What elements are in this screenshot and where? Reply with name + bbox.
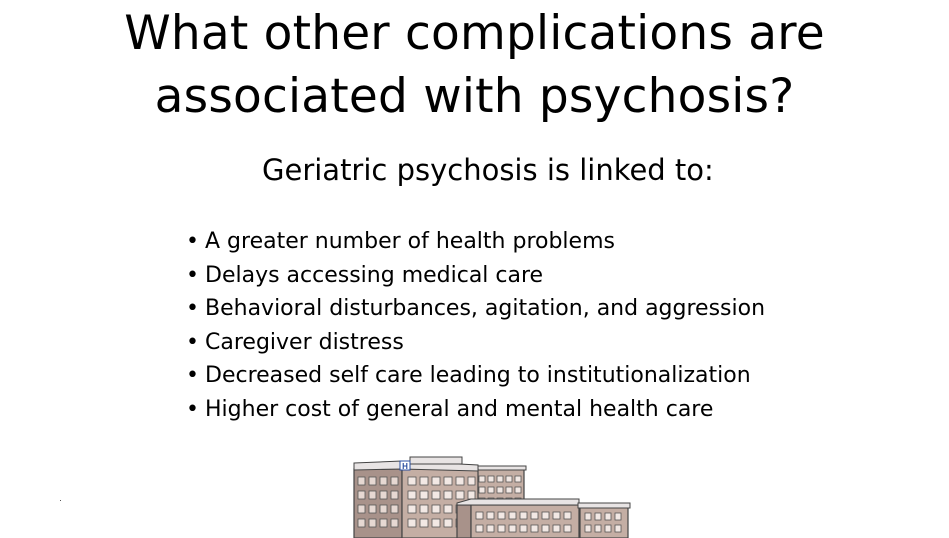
bullet-icon: • <box>186 262 199 288</box>
list-item-text: Caregiver distress <box>205 329 404 355</box>
list-item-text: Delays accessing medical care <box>205 262 544 288</box>
list-item-text: Higher cost of general and mental health care <box>205 396 714 422</box>
hospital-sign: H <box>402 462 408 471</box>
list-item <box>186 292 765 326</box>
list-item <box>186 393 765 427</box>
list-item <box>186 359 765 393</box>
list-item <box>186 225 765 259</box>
list-item-text: Behavioral disturbances, agitation, and aggression <box>205 296 766 322</box>
bullet-icon: • <box>186 363 199 389</box>
bullet-icon: • <box>186 396 199 422</box>
bullet-icon: • <box>186 296 199 322</box>
building-low-roof <box>457 499 579 505</box>
list-item-text: Decreased self care leading to institutionalization <box>205 363 751 389</box>
bullet-list <box>186 225 765 427</box>
list-item <box>186 326 765 360</box>
stray-dot <box>60 500 61 501</box>
hospital-buildings-icon <box>352 455 634 538</box>
building-low-side <box>457 505 471 538</box>
roof-structure <box>410 457 462 464</box>
building-rear-roof <box>472 466 526 470</box>
bullet-icon: • <box>186 229 199 254</box>
slide-title: What other complications are associated with psychosis? <box>124 6 825 124</box>
bullet-icon: • <box>186 329 199 355</box>
list-item-text: A greater number of health problems <box>205 229 615 254</box>
building-annex-roof <box>578 503 630 508</box>
building-low-front <box>471 505 579 538</box>
list-item <box>186 259 765 293</box>
building-annex <box>580 507 628 538</box>
slide-subtitle: Geriatric psychosis is linked to: <box>262 153 714 187</box>
